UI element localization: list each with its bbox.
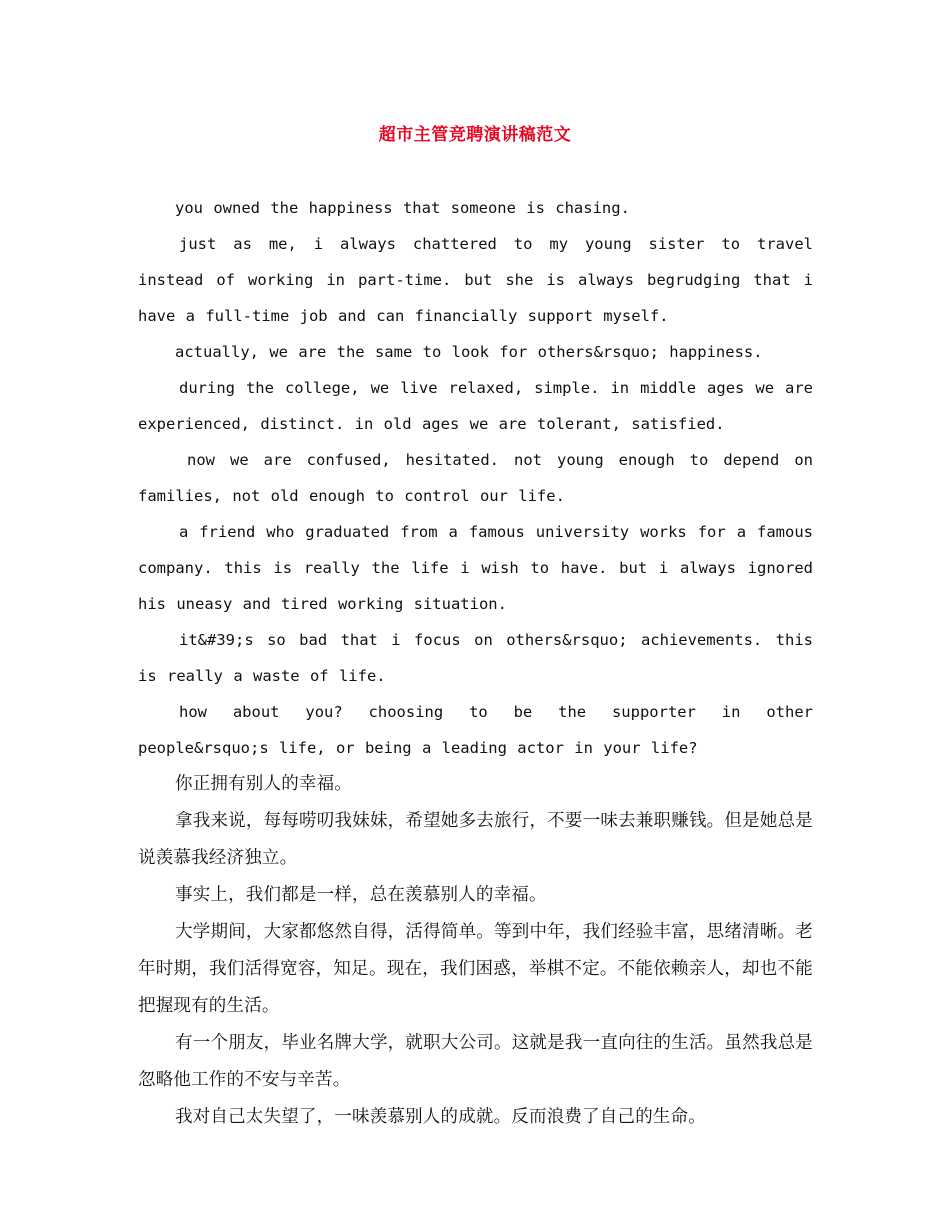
page-title: 超市主管竞聘演讲稿范文 [378, 125, 572, 145]
paragraph-zh-2: 拿我来说，每每唠叨我妹妹，希望她多去旅行，不要一味去兼职赚钱。但是她总是说羡慕我经济独立。 [138, 811, 813, 868]
paragraph-en-2: just as me, i always chattered to my young sister to travel instead of working in part-time. but she is always begrudging that i have a full-time job and can financially support myself. [138, 235, 813, 325]
paragraph-zh-6: 我对自己太失望了，一味羡慕别人的成就。反而浪费了自己的生命。 [175, 1107, 706, 1127]
paragraph-zh-4: 大学期间，大家都悠然自得，活得简单。等到中年，我们经验丰富，思绪清晰。老年时期，我们活得宽容，知足。现在，我们困惑，举棋不定。不能依赖亲人，却也不能把握现有的生活。 [138, 922, 813, 1016]
paragraph-en-6: a friend who graduated from a famous university works for a famous company. this is really the life i wish to have. but i always ignored his uneasy and tired working situation. [138, 523, 813, 613]
paragraph-zh-5: 有一个朋友，毕业名牌大学，就职大公司。这就是我一直向往的生活。虽然我总是忽略他工作的不安与辛苦。 [138, 1033, 813, 1090]
paragraph-zh-3: 事实上，我们都是一样，总在羡慕别人的幸福。 [175, 885, 547, 905]
paragraph-zh-1: 你正拥有别人的幸福。 [175, 774, 352, 794]
document-body [138, 190, 813, 1136]
paragraph-en-8: how about you? choosing to be the supporter in other people&rsquo;s life, or being a leading actor in your life? [138, 703, 813, 757]
paragraph-en-4: during the college, we live relaxed, simple. in middle ages we are experienced, distinct. in old ages we are tolerant, satisfied. [138, 379, 813, 433]
paragraph-en-7: it&#39;s so bad that i focus on others&rsquo; achievements. this is really a waste of life. [138, 631, 813, 685]
paragraph-en-3: actually, we are the same to look for others&rsquo; happiness. [175, 343, 763, 361]
paragraph-en-1: you owned the happiness that someone is chasing. [175, 199, 630, 217]
paragraph-en-5: now we are confused, hesitated. not young enough to depend on families, not old enough to control our life. [138, 451, 813, 505]
